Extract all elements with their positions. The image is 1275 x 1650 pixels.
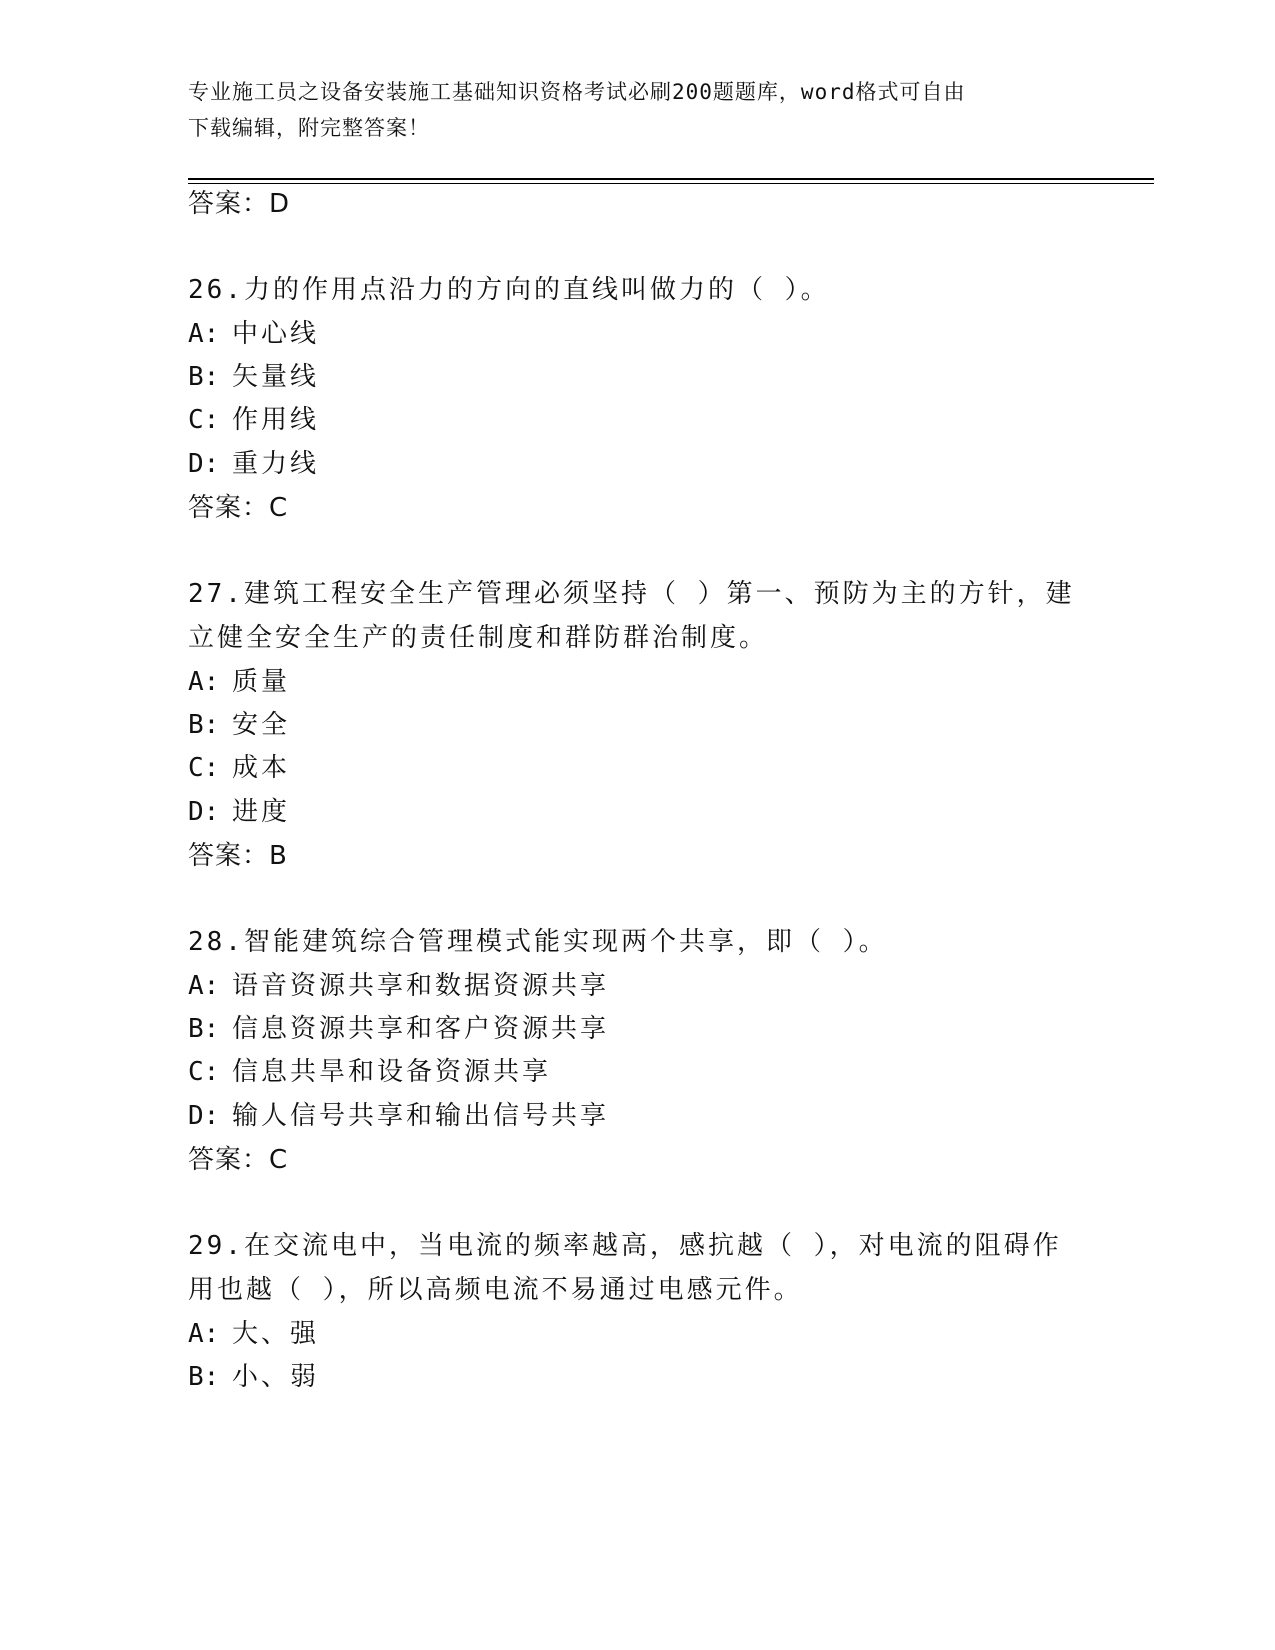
question-stem-continued: 立健全安全生产的责任制度和群防群治制度。 bbox=[188, 623, 769, 653]
option-key: B: bbox=[188, 1014, 220, 1044]
option-text: 信息共旱和设备资源共享 bbox=[232, 1057, 552, 1087]
question-stem-continued: 用也越（ ），所以高频电流不易通过电感元件。 bbox=[188, 1275, 803, 1305]
header-line-2: 下载编辑，附完整答案！ bbox=[188, 116, 430, 140]
answer: 答案：C bbox=[188, 1145, 289, 1175]
option-b bbox=[188, 1361, 319, 1393]
option-key: A: bbox=[188, 1319, 220, 1349]
option-text: 成本 bbox=[232, 753, 291, 783]
option-key: C: bbox=[188, 753, 220, 783]
option-b bbox=[188, 361, 319, 393]
answer-previous: 答案：D bbox=[188, 189, 291, 219]
option-key: C: bbox=[188, 405, 220, 435]
option-text: 质量 bbox=[232, 667, 291, 697]
header-line-1: 专业施工员之设备安装施工基础知识资格考试必刷200题题库，word格式可自由 bbox=[188, 80, 966, 104]
question-stem: 27.建筑工程安全生产管理必须坚持（ ）第一、预防为主的方针，建 bbox=[188, 579, 1075, 609]
option-text: 重力线 bbox=[232, 449, 320, 479]
document-header bbox=[188, 74, 1068, 146]
option-text: 矢量线 bbox=[232, 362, 320, 392]
option-d bbox=[188, 796, 290, 828]
option-text: 安全 bbox=[232, 710, 291, 740]
question-stem: 29.在交流电中，当电流的频率越高，感抗越（ ），对电流的阻碍作 bbox=[188, 1231, 1062, 1261]
option-key: D: bbox=[188, 1101, 220, 1131]
option-a bbox=[188, 318, 319, 350]
option-key: B: bbox=[188, 710, 220, 740]
option-text: 大、强 bbox=[232, 1319, 320, 1349]
option-text: 作用线 bbox=[232, 405, 320, 435]
question-stem: 26.力的作用点沿力的方向的直线叫做力的（ ）。 bbox=[188, 275, 830, 305]
option-b bbox=[188, 709, 290, 741]
option-text: 进度 bbox=[232, 797, 291, 827]
header-divider-thin bbox=[188, 183, 1154, 184]
option-key: A: bbox=[188, 319, 220, 349]
option-text: 信息资源共享和客户资源共享 bbox=[232, 1014, 610, 1044]
option-text: 中心线 bbox=[232, 319, 320, 349]
option-d bbox=[188, 1100, 609, 1132]
option-key: A: bbox=[188, 667, 220, 697]
option-key: C: bbox=[188, 1057, 220, 1087]
option-c bbox=[188, 1056, 551, 1088]
answer: 答案：B bbox=[188, 841, 288, 871]
question-stem: 28.智能建筑综合管理模式能实现两个共享，即（ ）。 bbox=[188, 927, 888, 957]
option-d bbox=[188, 448, 319, 480]
option-a bbox=[188, 970, 609, 1002]
option-a bbox=[188, 1318, 319, 1350]
option-a bbox=[188, 666, 290, 698]
answer: 答案：C bbox=[188, 493, 289, 523]
option-key: A: bbox=[188, 971, 220, 1001]
option-c bbox=[188, 752, 290, 784]
option-key: D: bbox=[188, 797, 220, 827]
option-key: D: bbox=[188, 449, 220, 479]
option-key: B: bbox=[188, 362, 220, 392]
option-text: 语音资源共享和数据资源共享 bbox=[232, 971, 610, 1001]
option-key: B: bbox=[188, 1362, 220, 1392]
option-b bbox=[188, 1013, 609, 1045]
option-c bbox=[188, 404, 319, 436]
header-divider-thick bbox=[188, 178, 1154, 180]
option-text: 输人信号共享和输出信号共享 bbox=[232, 1101, 610, 1131]
option-text: 小、弱 bbox=[232, 1362, 320, 1392]
